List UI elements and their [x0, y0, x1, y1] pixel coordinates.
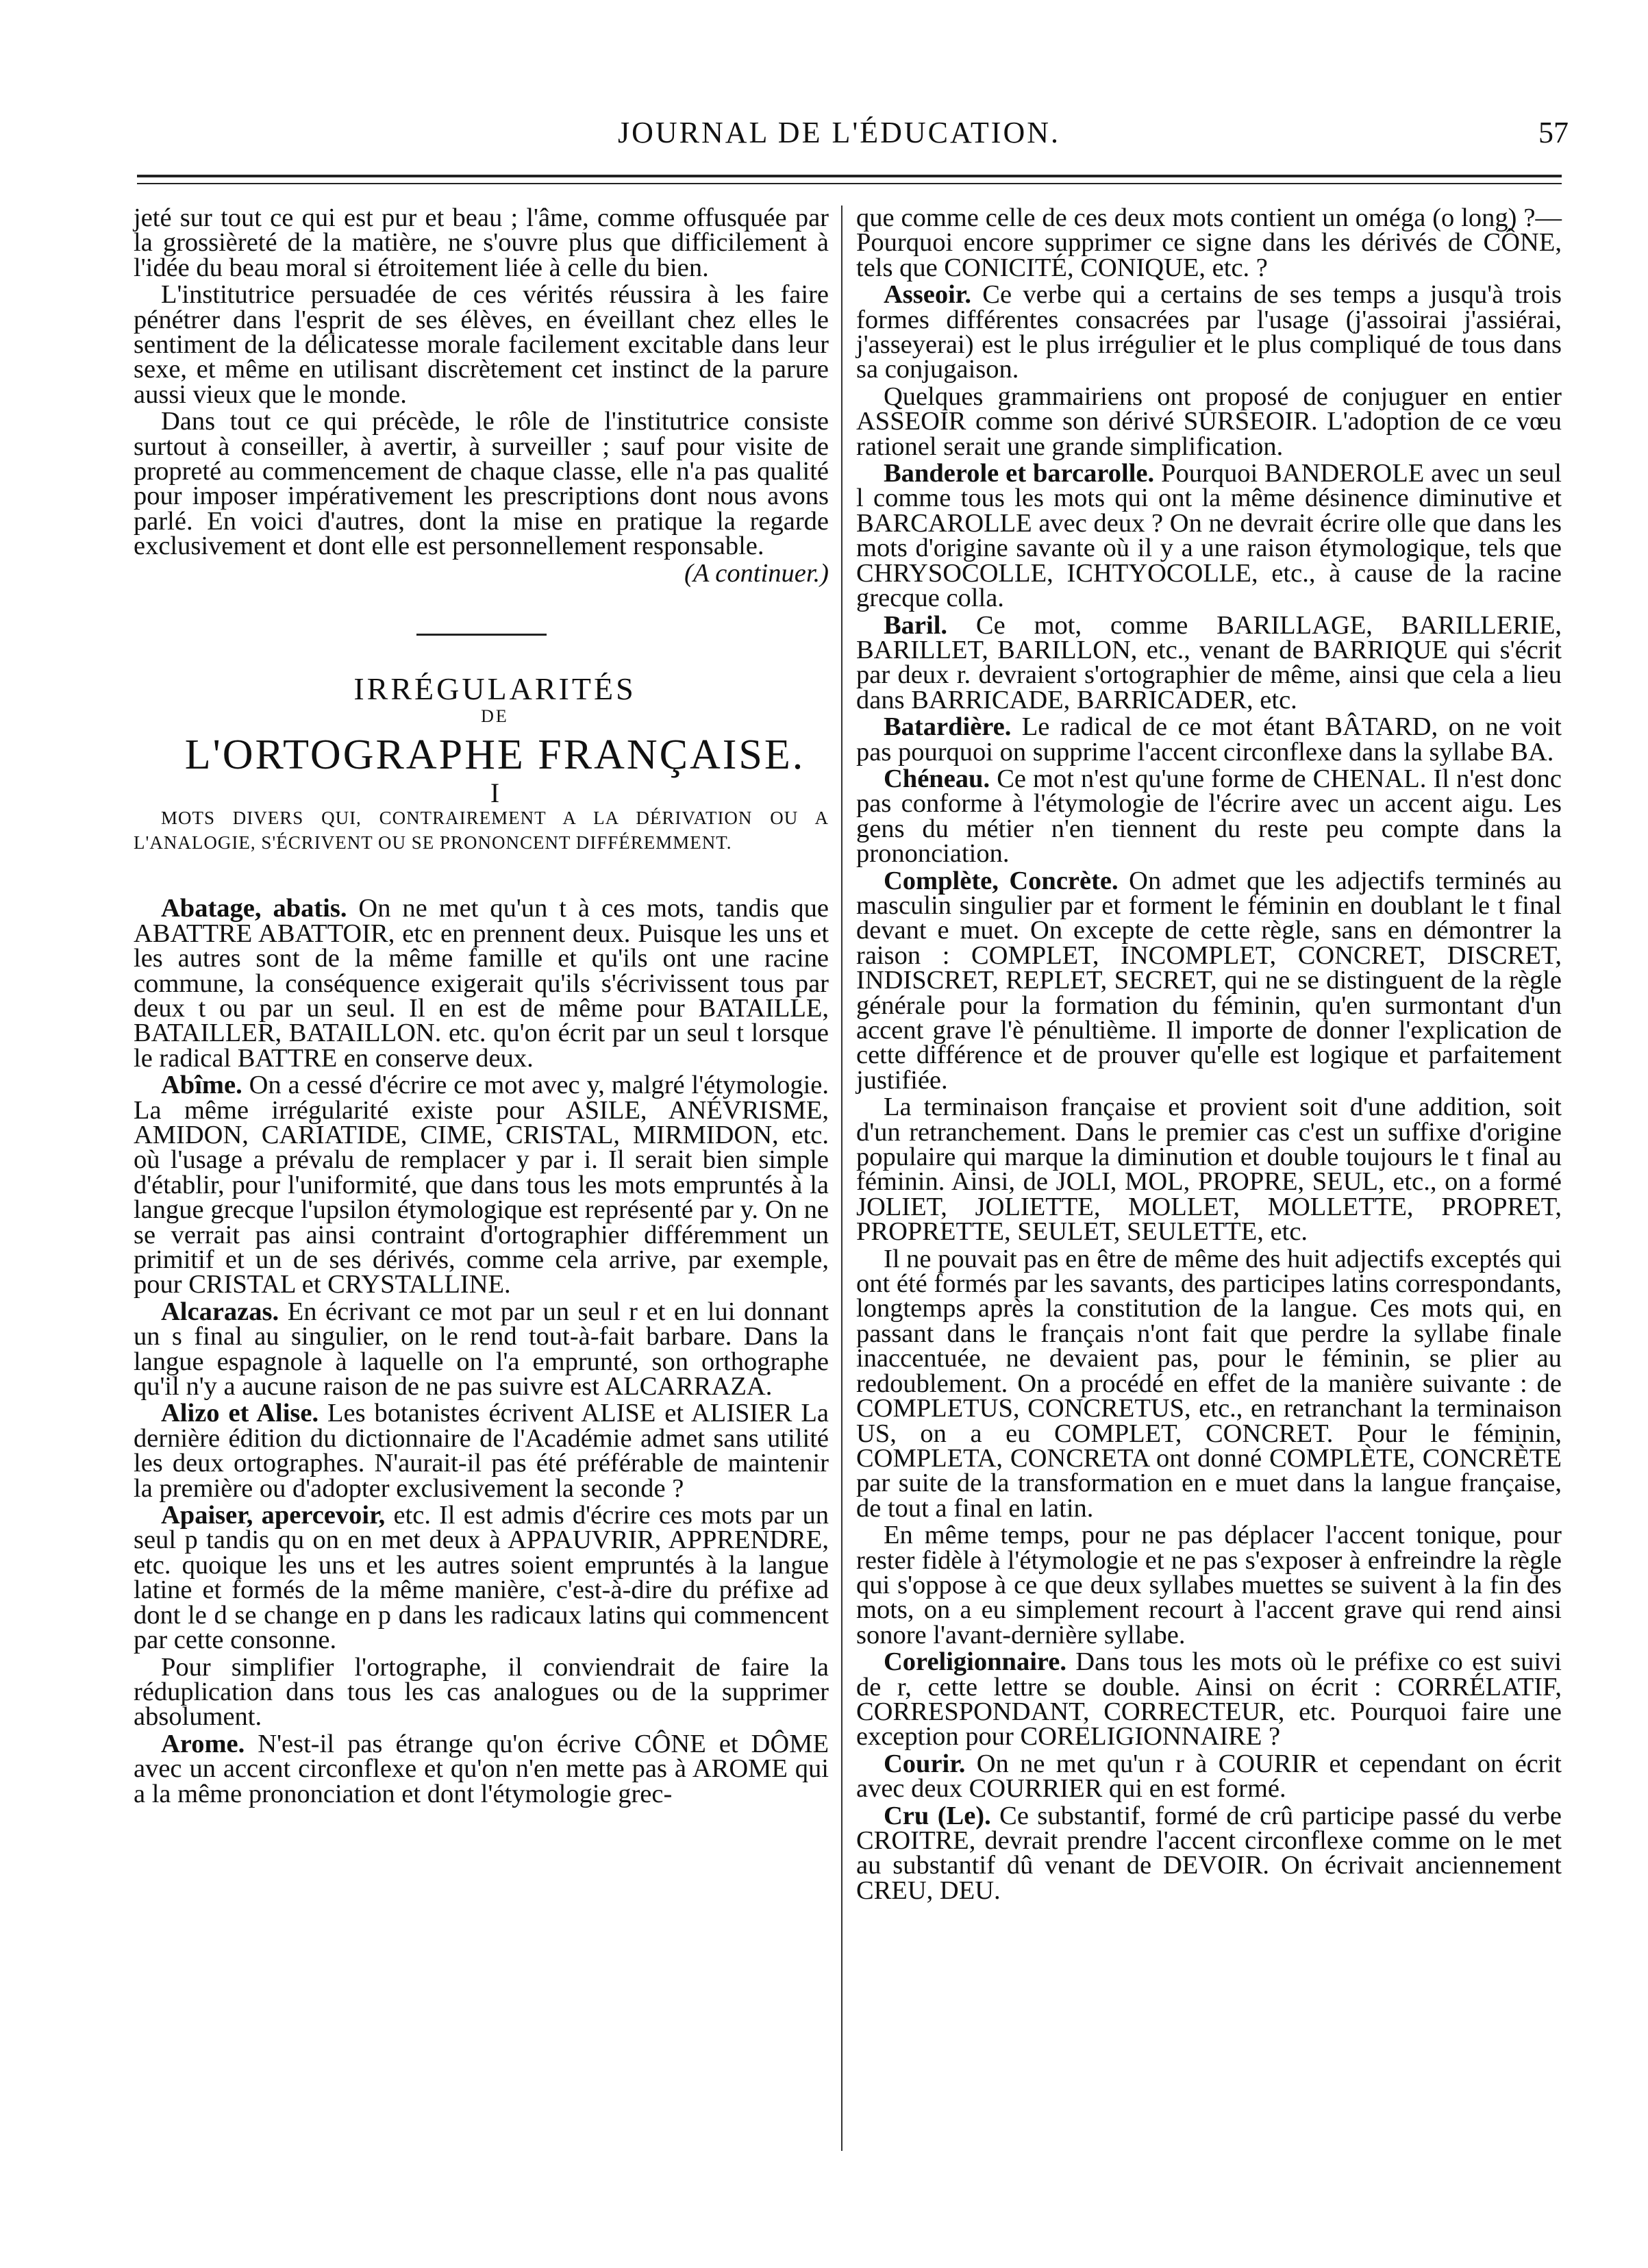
entry-headword: Chéneau.	[884, 764, 990, 793]
entry-text: Quelques grammairiens ont proposé de conjuguer en entier ASSEOIR comme son dérivé SURSEOIR. L'adoption de ce vœu rationel serait une grande simplification.	[856, 382, 1562, 461]
entry-paragraph	[856, 1749, 1562, 1804]
entry-text: On ne met qu'un t à ces mots, tandis que ABATTRE ABATTOIR, etc en prennent deux. Puisque les uns et les autres sont de la même famille et qu'ils ont une racine commune, la conséquence exigerait qu'ils s'écrivissent tous par deux t ou par un seul. Il en est de même pour BATAILLE, BATAILLER, BATAILLON. etc. qu'on écrit par un seul t lorsque le radical BATTRE en conserve deux.	[134, 894, 829, 1073]
entry-headword: Asseoir.	[884, 280, 971, 310]
entry-text: La terminaison française et provient soit d'une addition, soit d'un retranchement. Dans le premier cas c'est un suffixe d'origine populaire qui marque la diminution et double toujours le t final au féminin. Ainsi, de JOLI, MOL, PROPRE, SEUL, etc., on a formé JOLIET, JOLIETTE, MOLLET, MOLLETTE, PROPRET, PROPRETTE, SEULET, SEULETTE, etc.	[856, 1093, 1562, 1247]
entry-headword: Courir.	[884, 1749, 966, 1778]
paragraph: Dans tout ce qui précède, le rôle de l'institutrice consiste surtout à conseiller, à avertir, à surveiller ; sauf pour visite de propreté au commencement de chaque classe, elle n'a pas qualité pour imposer impérativement les prescriptions dont nous avons parlé. En voici d'autres, dont la mise en pratique la regarde exclusivement et dont elle est personnellement responsable.	[134, 407, 829, 561]
entry-headword: Alcarazas.	[161, 1297, 279, 1326]
entry-text: etc. Il est admis d'écrire ces mots par un seul p tandis qu on en met deux à APPAUVRIR, APPRENDRE, etc. quoique les uns et les autres soient empruntés à la langue latine et formés de la même manière, c'est-à-dire du préfixe ad dont le d se change en p dans les radicaux latins qui commencent par cette consonne.	[134, 1501, 829, 1655]
entry-paragraph	[856, 1093, 1562, 1247]
right-column	[856, 205, 1562, 1903]
left-column	[134, 205, 829, 1806]
left-entries	[134, 896, 829, 1806]
entry-paragraph	[856, 866, 1562, 1095]
continuation-note: (A continuer.)	[684, 558, 829, 588]
entry-paragraph	[134, 1299, 829, 1399]
entry-headword: Alizo et Alise.	[161, 1399, 319, 1428]
entry-paragraph	[134, 1652, 829, 1732]
article-section-number: I	[490, 777, 500, 808]
entry-paragraph	[856, 282, 1562, 382]
entry-headword: Complète, Concrète.	[884, 866, 1119, 895]
entry-paragraph	[856, 459, 1562, 613]
running-header	[110, 115, 1569, 156]
right-entries	[856, 205, 1562, 1903]
column-divider	[841, 205, 842, 2151]
article-subtitle: MOTS DIVERS QUI, CONTRAIREMENT A LA DÉRIVATION OU A L'ANALOGIE, S'ÉCRIVENT OU SE PRONONCENT DIFFÉREMMENT.	[134, 808, 829, 853]
entry-paragraph	[856, 712, 1562, 767]
header-rule	[137, 175, 1562, 184]
entry-text: que comme celle de ces deux mots contient un oméga (o long) ?—Pourquoi encore supprimer ce signe dans les dérivés de CÔNE, tels que CONICITÉ, CONIQUE, etc. ?	[856, 203, 1562, 282]
entry-paragraph	[856, 384, 1562, 459]
entry-text: Ce mot n'est qu'une forme de CHENAL. Il n'est donc pas conforme à l'étymologie de l'écrire avec un accent aigu. Les gens du métier n'en tiennent du reste peu compte dans la prononciation.	[856, 764, 1562, 869]
entry-headword: Arome.	[161, 1729, 245, 1758]
article-title-line1: IRRÉGULARITÉS	[353, 671, 636, 707]
section-divider	[416, 634, 547, 636]
entry-text: En même temps, pour ne pas déplacer l'accent tonique, pour rester fidèle à l'étymologie et ne pas s'exposer à enfreindre la règle qui s'oppose à ce que deux syllabes muettes se suivent à la fin des mots, on a eu simplement recourt à l'accent grave qui rend ainsi sonore l'avant-dernière syllabe.	[856, 1521, 1562, 1649]
entry-headword: Baril.	[884, 610, 948, 640]
entry-paragraph	[856, 1647, 1562, 1752]
entry-text: Il ne pouvait pas en être de même des huit adjectifs exceptés qui ont été formés par les savants, des participes latins correspondants, longtemps après la constitution de la langue. Ces mots qui, en passant dans le français n'ont fait que perdre la syllabe finale inaccentuée, ne devaient pas, pour le féminin, se plier au redoublement. On a procédé en effet de la manière suivante : de COMPLETUS, CONCRETUS, etc., en retranchant la terminaison US, on a eu COMPLET, CONCRET. Pour le féminin, COMPLETA, CONCRETA ont donné COMPLÈTE, CONCRÈTE par suite de la transformation en e muet dans la langue française, de tout a final en latin.	[856, 1244, 1562, 1523]
entry-paragraph	[856, 610, 1562, 714]
entry-headword: Abatage, abatis.	[161, 894, 347, 923]
page-number: 57	[1538, 116, 1569, 149]
entry-paragraph	[134, 1401, 829, 1501]
article-title-line2: L'ORTOGRAPHE FRANÇAISE.	[184, 731, 806, 778]
entry-text: Dans tous les mots où le préfixe co est suivi de r, cette lettre se double. Ainsi on écrit : CORRÉLATIF, CORRESPONDANT, CORRECTEUR, etc. Pourquoi faire une exception pour CORELIGIONNAIRE ?	[856, 1647, 1562, 1752]
entry-paragraph	[856, 205, 1562, 280]
entry-paragraph	[134, 896, 829, 1071]
article-title-de: DE	[481, 706, 509, 726]
entry-text: On a cessé d'écrire ce mot avec y, malgré l'étymologie. La même irrégularité existe pour ASILE, ANÉVRISME, AMIDON, CARIATIDE, CIME, CRISTAL, MIRMIDON, etc. où l'usage a prévalu de remplacer y par i. Il serait bien simple d'établir, pour l'uniformité, que dans tous les mots empruntés à la langue grecque l'upsilon étymologique est représenté par y. On ne se verrait pas ainsi contraint d'ortographier différemment un primitif et un de ses dérivés, comme cela arrive, par exemple, pour CRISTAL et CRYSTALLINE.	[134, 1071, 829, 1299]
entry-text: Pourquoi BANDEROLE avec un seul l comme tous les mots qui ont la même désinence diminutive et BARCAROLLE avec deux ? On ne devrait écrire olle que dans les mots d'origine savante où il y a une raison étymologique, tels que CHRYSOCOLLE, ICHTYOCOLLE, etc., à cause de la racine grecque colla.	[856, 459, 1562, 613]
entry-paragraph	[856, 1801, 1562, 1905]
entry-headword: Cru (Le).	[884, 1801, 991, 1830]
entry-headword: Abîme.	[161, 1071, 242, 1100]
entry-paragraph	[134, 1073, 829, 1297]
entry-headword: Banderole et barcarolle.	[884, 459, 1155, 488]
entry-headword: Coreligionnaire.	[884, 1647, 1066, 1677]
paragraph: jeté sur tout ce qui est pur et beau ; l'âme, comme offusquée par la grossièreté de la matière, ne s'ouvre plus que difficilement à l'idée du beau moral si étroitement liée à celle du bien.	[134, 203, 829, 282]
entry-text: Ce verbe qui a certains de ses temps a jusqu'à trois formes différentes consacrées par l'usage (j'assoirai j'assiérai, j'asseyerai) est le plus irrégulier et le plus compliqué de tous dans sa conjugaison.	[856, 280, 1562, 384]
entry-paragraph	[856, 764, 1562, 869]
entry-text: Pour simplifier l'ortographe, il conviendrait de faire la réduplication dans tous les cas analogues ou de la supprimer absolument.	[134, 1652, 829, 1732]
entry-headword: Apaiser, apercevoir,	[161, 1501, 386, 1530]
entry-text: Ce mot, comme BARILLAGE, BARILLERIE, BARILLET, BARILLON, etc., venant de BARRIQUE qui s'écrit par deux r. devraient s'ortographier de même, ainsi que cela a lieu dans BARRICADE, BARRICADER, etc.	[856, 610, 1562, 714]
entry-headword: Batardière.	[884, 712, 1012, 742]
entry-text: On ne met qu'un r à COURIR et cependant on écrit avec deux COURRIER qui en est formé.	[856, 1749, 1562, 1804]
entry-text: Le radical de ce mot étant BÂTARD, on ne voit pas pourquoi on supprime l'accent circonflexe dans la syllabe BA.	[856, 712, 1562, 767]
entry-text: On admet que les adjectifs terminés au masculin singulier par et forment le féminin en doublant le t final devant e muet. On excepte de cette règle, sans en démontrer la raison : COMPLET, INCOMPLET, CONCRET, DISCRET, INDISCRET, REPLET, SECRET, qui ne se distinguent de la règle générale pour la formation du féminin, qu'en surmontant d'un accent grave l'è pénultième. Il importe de donner l'explication de cette différence et de prouver qu'elle est logique et parfaitement justifiée.	[856, 866, 1562, 1095]
entry-text: Les botanistes écrivent ALISE et ALISIER La dernière édition du dictionnaire de l'Académie admet sans utilité les deux ortographes. N'aurait-il pas été préférable de maintenir la première ou d'adopter exclusivement la seconde ?	[134, 1399, 829, 1503]
entry-text: Ce substantif, formé de crû participe passé du verbe CROITRE, devrait prendre l'accent circonflexe comme on le met au substantif dû venant de DEVOIR. On écrivait anciennement CREU, DEU.	[856, 1801, 1562, 1905]
journal-title: JOURNAL DE L'ÉDUCATION.	[617, 116, 1061, 149]
entry-text: En écrivant ce mot par un seul r et en lui donnant un s final au singulier, on le rend tout-à-fait barbare. Dans la langue espagnole à laquelle on l'a emprunté, son orthographe qu'il n'y a aucune raison de ne pas suivre est ALCARRAZA.	[134, 1297, 829, 1401]
entry-paragraph	[856, 1523, 1562, 1647]
paragraph: L'institutrice persuadée de ces vérités réussira à les faire pénétrer dans l'esprit de ses élèves, en éveillant chez elles le sentiment de la délicatesse morale facilement excitable dans leur sexe, et même en utilisant discrètement cet instinct de la parure aussi vieux que le monde.	[134, 280, 829, 409]
entry-paragraph	[856, 1244, 1562, 1523]
entry-text: N'est-il pas étrange qu'on écrive CÔNE et DÔME avec un accent circonflexe et qu'on n'en mette pas à AROME qui a la même prononciation et dont l'étymologie grec-	[134, 1729, 829, 1808]
entry-paragraph	[134, 1729, 829, 1808]
entry-paragraph	[134, 1501, 829, 1655]
